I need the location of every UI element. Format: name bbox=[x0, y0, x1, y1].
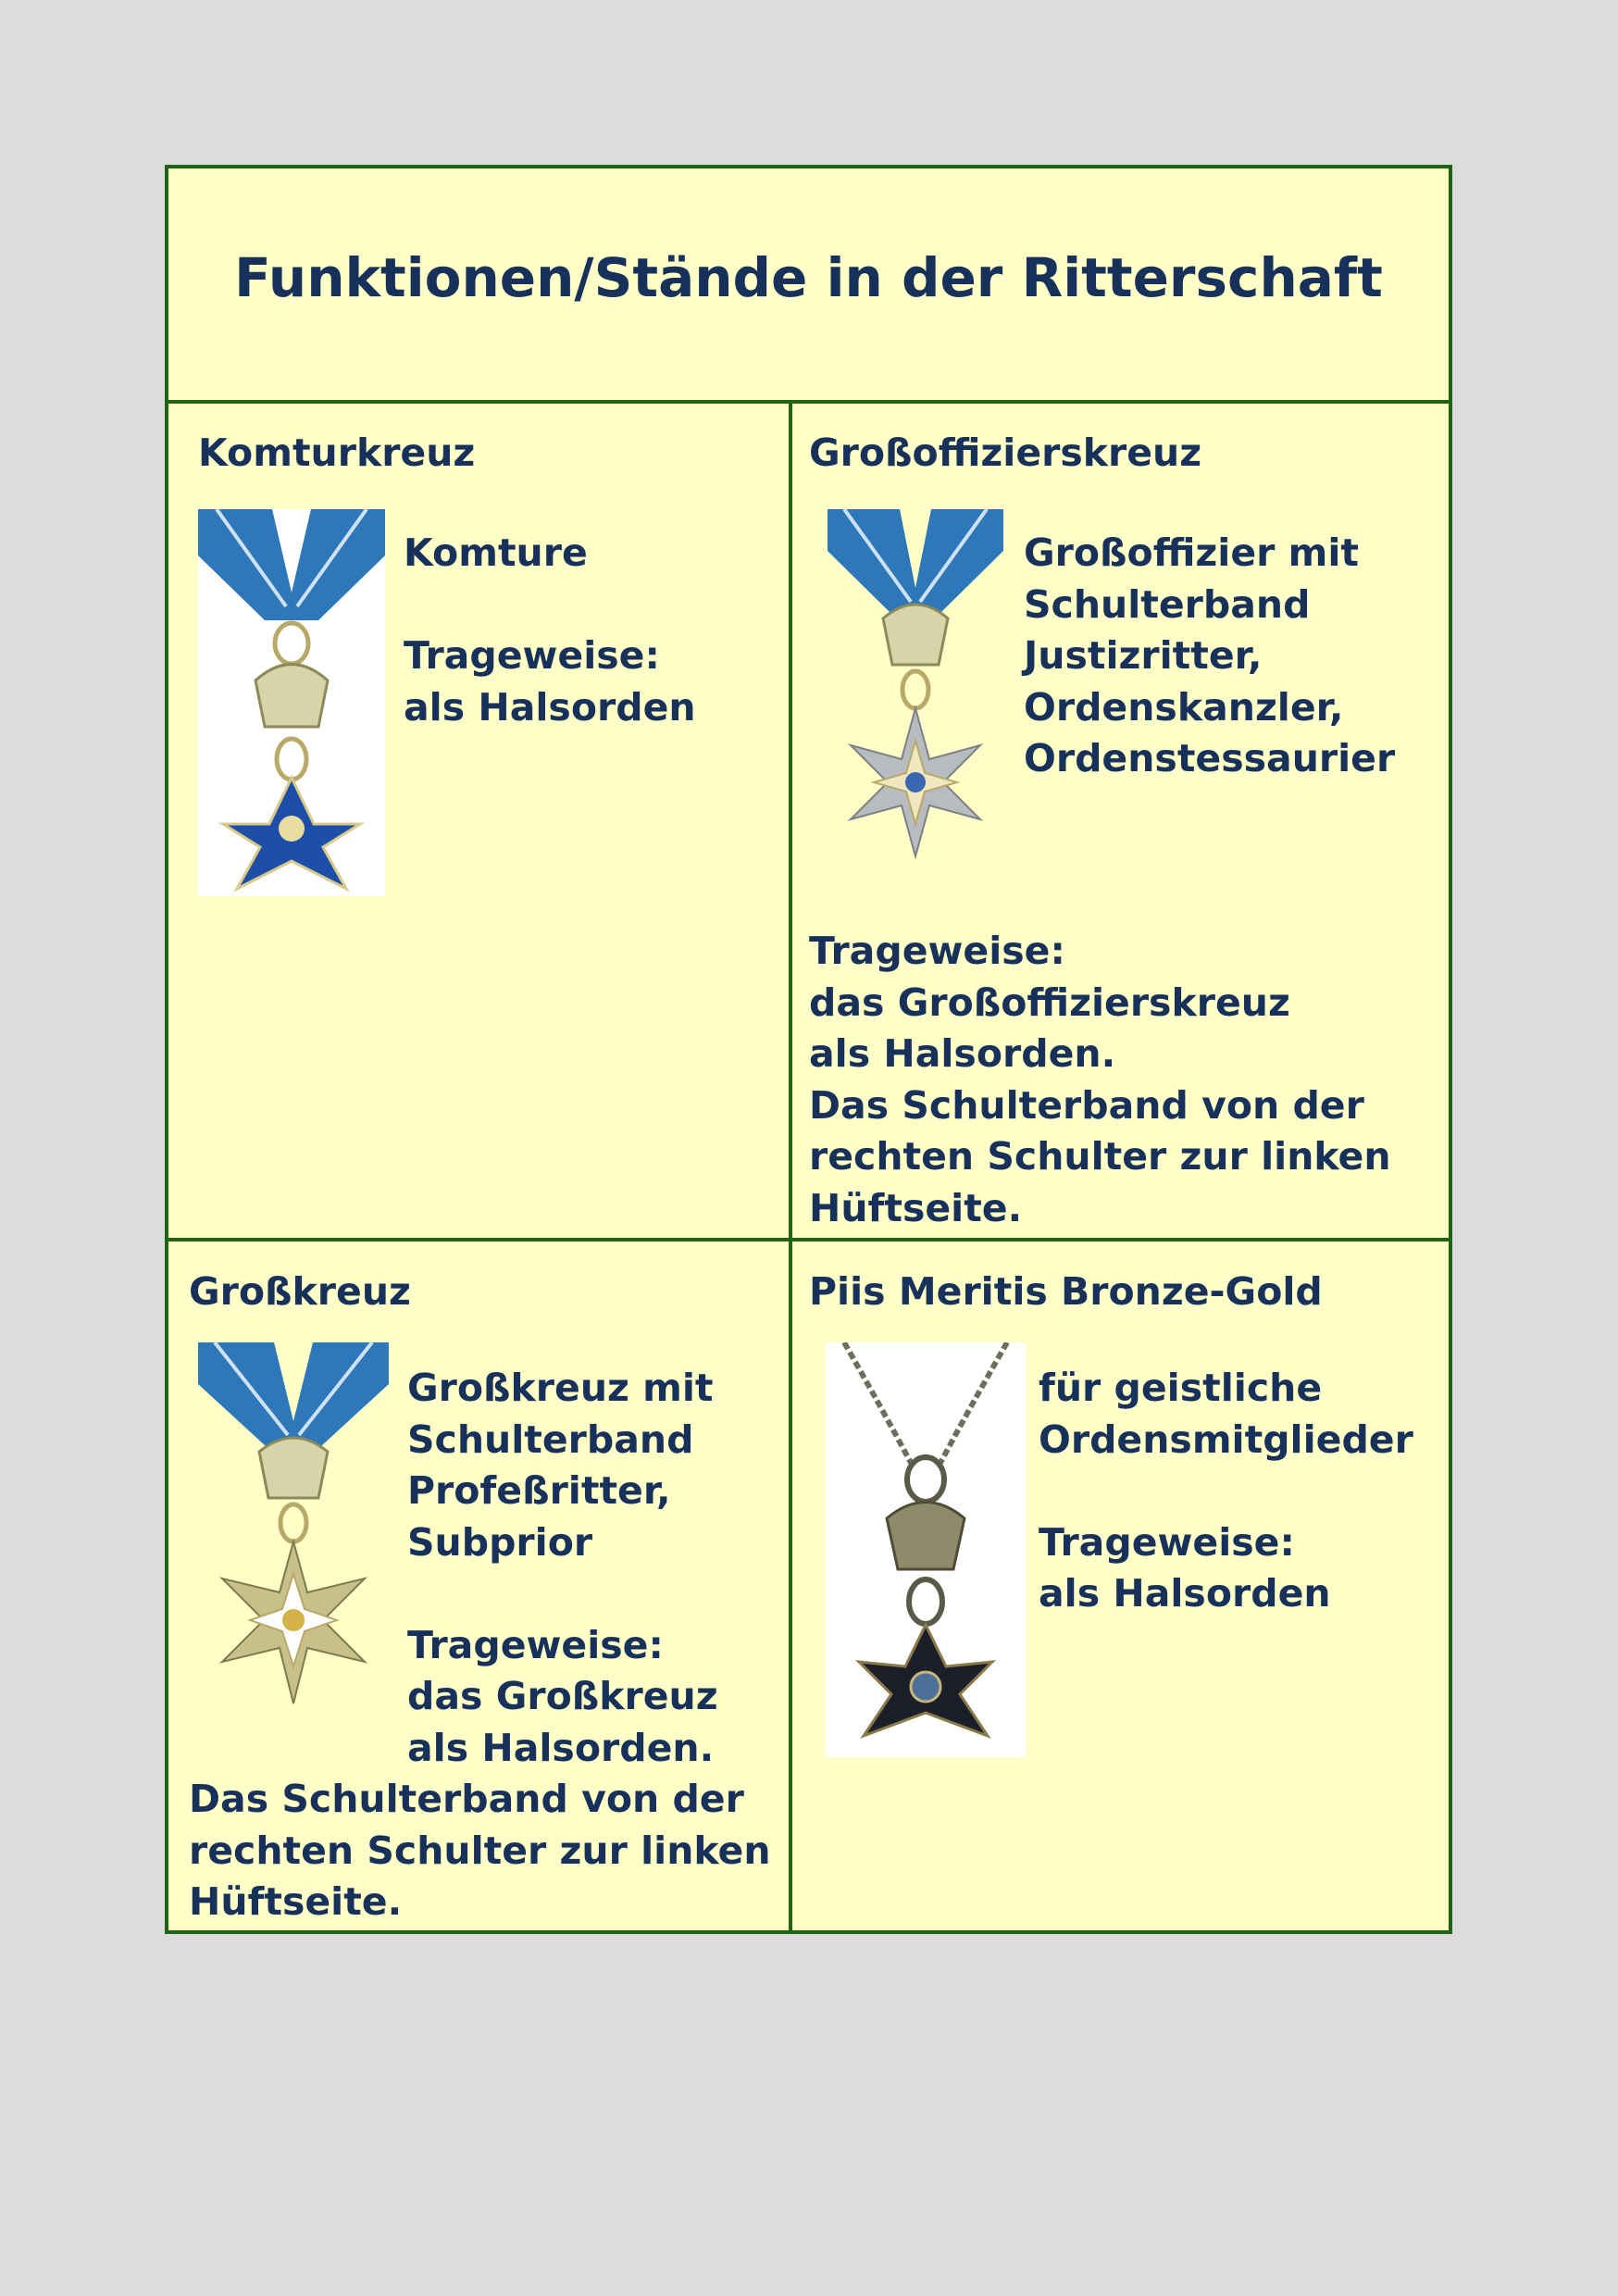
orders-table bbox=[165, 165, 1452, 1934]
cell-description-piis-meritis: für geistliche Ordensmitglieder Trageweise: als Halsorden bbox=[1039, 1366, 1413, 1616]
komturkreuz-medal-icon bbox=[198, 509, 385, 896]
cell-description-komturkreuz: Komture Trageweise: als Halsorden bbox=[404, 530, 696, 730]
divider-vertical bbox=[789, 400, 792, 1930]
piis-meritis-medal-icon bbox=[826, 1342, 1026, 1757]
page-title: Funktionen/Stände in der Ritterschaft bbox=[234, 246, 1383, 309]
cell-heading-piis-meritis: Piis Meritis Bronze-Gold bbox=[809, 1269, 1323, 1314]
cell-wearing-grosskreuz: Das Schulterband von der rechten Schulter zur linken Hüftseite. bbox=[189, 1777, 771, 1924]
divider-header bbox=[168, 400, 1449, 404]
cell-description-grosskreuz: Großkreuz mit Schulterband Profeßritter, Subprior Trageweise: das Großkreuz als Halsorden. bbox=[407, 1366, 718, 1770]
cell-description-grossoffizierskreuz: Großoffizier mit Schulterband Justizritter, Ordenskanzler, Ordenstessaurier bbox=[1024, 530, 1396, 780]
cell-heading-grossoffizierskreuz: Großoffizierskreuz bbox=[809, 430, 1202, 475]
cell-heading-komturkreuz: Komturkreuz bbox=[198, 430, 476, 475]
cell-wearing-grossoffizierskreuz: Trageweise: das Großoffizierskreuz als Halsorden. Das Schulterband von der rechten Schulter zur linken Hüftseite. bbox=[809, 929, 1391, 1230]
cell-heading-grosskreuz: Großkreuz bbox=[189, 1269, 411, 1314]
divider-middle bbox=[168, 1238, 1449, 1242]
grossoffizierskreuz-medal-icon bbox=[828, 509, 1003, 889]
grosskreuz-medal-icon bbox=[198, 1342, 389, 1722]
